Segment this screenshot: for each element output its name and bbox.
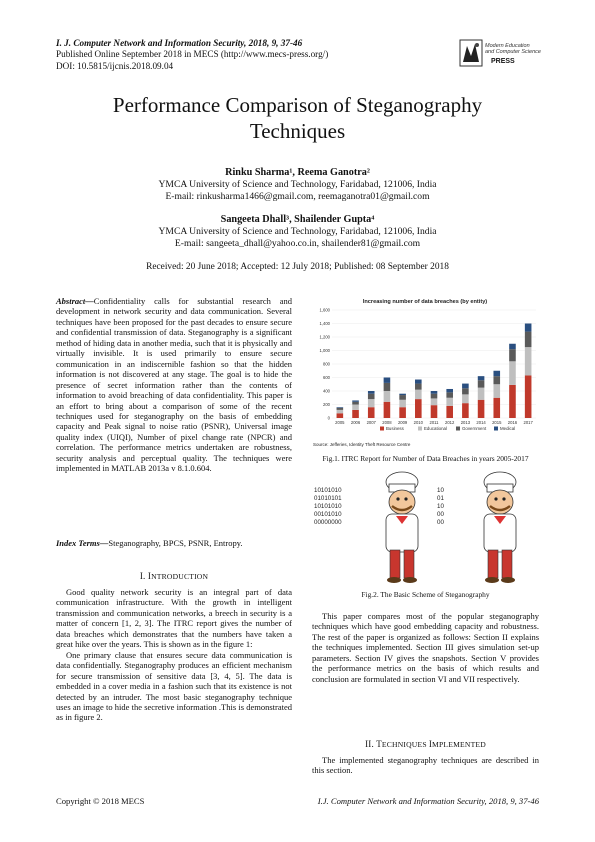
bar-segment xyxy=(493,398,500,418)
bar-segment xyxy=(368,391,375,394)
chart-title: Increasing number of data breaches (by entity) xyxy=(362,299,488,305)
bits-row: 00000000 xyxy=(314,519,342,526)
bar-segment xyxy=(478,376,485,380)
abstract-label: Abstract— xyxy=(56,296,94,306)
abstract-text: Confidentiality calls for substantial research and development in network security and data communication. Several techniques have been proposed for the past decades to ensure secure and confidential transmission of data. Steganography is a significant method of hiding data in another media, such that it is physically and virtually invisible. It is used primarily to ensure secure communication in an indiscernible fashion so that the hidden information is not discovered at any stage. The goal is to hide the presence of secret information rather than the contents of information to avoid breaching of data confidentiality. This paper is an effort to bring about a comparison of some of the recent techniques used for steganography on the basis of embedding capacity and Peak signal to noise ratio (PSNR), Universal image quality index (UIQI), Number of pixel change rate (NPCR) and correlation. The performance metrics undertaken are robustness, security analysis and perceptual quality. The techniques were implemented in MATLAB 2013a v 8.1.0.604. xyxy=(56,296,292,474)
chart-source: Source: Jefferies, Identity Theft Resource Centre xyxy=(313,442,411,447)
mecs-logo xyxy=(458,36,542,70)
bits-row: 01010101 xyxy=(314,495,342,502)
bar-segment xyxy=(446,398,453,406)
index-terms xyxy=(56,538,292,548)
x-tick-label: 2015 xyxy=(492,420,502,425)
legend-swatch xyxy=(380,427,384,431)
published-line: Published Online September 2018 in MECS (http://www.mecs-press.org/) xyxy=(56,49,329,60)
bar-segment xyxy=(368,399,375,407)
bits-partial: 01 xyxy=(437,495,444,502)
y-tick-label: 200 xyxy=(323,402,330,407)
bar-segment xyxy=(352,405,359,410)
legend-label: Medical xyxy=(500,426,516,431)
intro-continued: This paper compares most of the popular steganography techniques which have good embedding capacity and robustness. The rest of the paper is organized as follows: Section II explains the techniques implemented. Section III gives simulation set-up parameters. Section IV gives the snapshots. Section V provides the performance metrics on the basis of which results and conclusion are formulated in section VI and VII respectively. xyxy=(312,611,539,684)
y-tick-label: 1,400 xyxy=(319,321,330,326)
section-2-heading: II. TECHNIQUES IMPLEMENTED xyxy=(365,739,486,749)
bar-segment xyxy=(415,380,422,384)
section-2-body xyxy=(312,755,539,776)
bar-segment xyxy=(509,361,516,385)
bar-segment xyxy=(525,375,532,418)
bar-segment xyxy=(525,324,532,332)
right-column-body xyxy=(312,611,539,684)
bits-row: 10101010 xyxy=(314,503,342,510)
bar-segment xyxy=(399,407,406,418)
section-1-para-1: Good quality network security is an integral part of data communication infrastructure. With the growth in intelligent transmission and communication networks, a breech in security is a matter of concern [1, 2, 3]. The ITRC report gives the number of data breaches which demonstrates that the numbers have taken a great hike over the years. This is shown as in the figure 1: xyxy=(56,587,292,650)
x-tick-label: 2017 xyxy=(523,420,533,425)
doi-line: DOI: 10.5815/ijcnis.2018.09.04 xyxy=(56,60,174,71)
bar-segment xyxy=(399,400,406,407)
bar-segment xyxy=(337,408,344,410)
bar-segment xyxy=(446,389,453,392)
y-tick-label: 0 xyxy=(327,415,330,421)
bar-segment xyxy=(462,403,469,418)
paper-title xyxy=(40,92,555,144)
x-tick-label: 2009 xyxy=(397,420,408,425)
index-terms-text: Steganography, BPCS, PSNR, Entropy. xyxy=(108,538,243,548)
author-affiliation: YMCA University of Science and Technology, Faridabad, 121006, India xyxy=(158,226,437,237)
x-tick-label: 2013 xyxy=(460,420,471,425)
x-tick-label: 2007 xyxy=(366,420,376,425)
author-email: E-mail: sangeeta_dhall@yahoo.co.in, shailender81@gmail.com xyxy=(174,238,421,249)
x-tick-label: 2005 xyxy=(335,420,345,425)
bar-segment xyxy=(493,384,500,398)
bar-segment xyxy=(509,344,516,349)
author-email: E-mail: rinkusharma1466@gmail.com, reemaganotra01@gmail.com xyxy=(165,191,430,202)
fig1-caption: Fig.1. ITRC Report for Number of Data Breaches in years 2005-2017 xyxy=(322,454,529,463)
bar-segment xyxy=(399,394,406,395)
fig2-illustration xyxy=(312,468,539,586)
legend-swatch xyxy=(456,427,460,431)
bits-row: 10101010 xyxy=(314,487,342,494)
author-block-1 xyxy=(40,167,555,203)
fig1-chart xyxy=(310,294,540,452)
legend-swatch xyxy=(494,427,498,431)
author-affiliation: YMCA University of Science and Technology, Faridabad, 121006, India xyxy=(158,179,437,190)
bar-segment xyxy=(415,384,422,390)
legend-label: Educational xyxy=(424,426,447,431)
footer-copyright: Copyright © 2018 MECS xyxy=(56,796,145,806)
bar-segment xyxy=(478,388,485,400)
section-1-body xyxy=(56,587,292,723)
bar-segment xyxy=(446,406,453,418)
section-1-heading: I. INTRODUCTION xyxy=(139,571,209,581)
x-tick-label: 2011 xyxy=(429,420,439,425)
bar-segment xyxy=(337,410,344,413)
received-line: Received: 20 June 2018; Accepted: 12 July 2018; Published: 08 September 2018 xyxy=(146,262,449,272)
abstract xyxy=(56,296,292,474)
legend-label: Business xyxy=(386,426,404,431)
y-tick-label: 600 xyxy=(323,375,330,380)
bar-segment xyxy=(525,332,532,348)
x-tick-label: 2010 xyxy=(413,420,423,425)
title-line-2: Techniques xyxy=(249,119,346,143)
logo-text-1: Modern Education xyxy=(485,43,530,49)
journal-header xyxy=(56,38,328,72)
bits-partial: 10 xyxy=(437,487,444,494)
author-block-2 xyxy=(40,214,555,250)
bar-segment xyxy=(384,383,391,391)
chef-icon xyxy=(386,472,418,583)
bar-segment xyxy=(384,402,391,418)
bar-segment xyxy=(352,410,359,418)
bar-segment xyxy=(493,376,500,384)
bar-segment xyxy=(431,405,438,418)
bar-segment xyxy=(493,371,500,376)
x-tick-label: 2006 xyxy=(350,420,361,425)
section-1-para-2: One primary clause that ensures secure data communication is data confidentially. Steganography produces an efficient mechanism for secure transmission of sensitive data [3, 4, 5]. The data is embedded in a cover media in a fashion such that its existence is not detected by an intruder. The most basic steganography technique uses an image to hide the secretive information .This is demonstrated as in figure 2. xyxy=(56,649,292,723)
bar-segment xyxy=(337,413,344,418)
bar-segment xyxy=(462,394,469,403)
bar-segment xyxy=(478,400,485,418)
y-tick-label: 1,600 xyxy=(319,307,330,313)
y-tick-label: 1,200 xyxy=(319,334,330,340)
bar-segment xyxy=(415,390,422,399)
bits-row: 00101010 xyxy=(314,511,342,518)
x-tick-label: 2012 xyxy=(445,420,455,425)
x-tick-label: 2008 xyxy=(382,420,392,425)
bar-segment xyxy=(478,380,485,387)
journal-line: I. J. Computer Network and Information Security, 2018, 9, 37-46 xyxy=(56,38,303,48)
bar-segment xyxy=(384,391,391,402)
bar-segment xyxy=(509,385,516,418)
bar-segment xyxy=(368,407,375,418)
bar-segment xyxy=(368,394,375,399)
legend-swatch xyxy=(418,427,422,431)
bar-segment xyxy=(415,399,422,418)
bar-segment xyxy=(525,347,532,375)
chef-icon xyxy=(484,472,516,583)
bits-partial: 00 xyxy=(437,519,444,526)
legend-label: Government xyxy=(462,426,487,431)
y-tick-label: 1,000 xyxy=(319,348,330,353)
bar-segment xyxy=(431,391,438,394)
section-2-para-1: The implemented steganography techniques are described in this section. xyxy=(312,755,539,776)
x-tick-label: 2016 xyxy=(507,420,518,425)
bar-segment xyxy=(352,402,359,405)
bar-segment xyxy=(462,388,469,394)
title-line-1: Performance Comparison of Steganography xyxy=(112,93,483,117)
bar-segment xyxy=(337,407,344,408)
author-names: Rinku Sharma¹, Reema Ganotra² xyxy=(225,167,370,178)
author-names: Sangeeta Dhall³, Shailender Gupta⁴ xyxy=(220,214,375,225)
bar-segment xyxy=(399,395,406,400)
bar-segment xyxy=(352,400,359,401)
bar-segment xyxy=(462,384,469,389)
bar-segment xyxy=(431,394,438,399)
bar-segment xyxy=(446,392,453,397)
footer-journal: I.J. Computer Network and Information Security, 2018, 9, 37-46 xyxy=(317,796,539,806)
bar-segment xyxy=(384,378,391,383)
fig2-caption: Fig.2. The Basic Scheme of Steganography xyxy=(361,590,490,599)
logo-text-3: PRESS xyxy=(491,58,515,65)
y-tick-label: 800 xyxy=(323,361,330,367)
x-tick-label: 2014 xyxy=(476,420,486,425)
index-terms-label: Index Terms— xyxy=(56,538,109,548)
logo-text-2: and Computer Science xyxy=(485,49,541,55)
bits-partial: 00 xyxy=(437,511,444,518)
bar-segment xyxy=(431,398,438,405)
bits-partial: 10 xyxy=(437,503,444,510)
bar-segment xyxy=(509,349,516,361)
y-tick-label: 400 xyxy=(323,388,330,394)
